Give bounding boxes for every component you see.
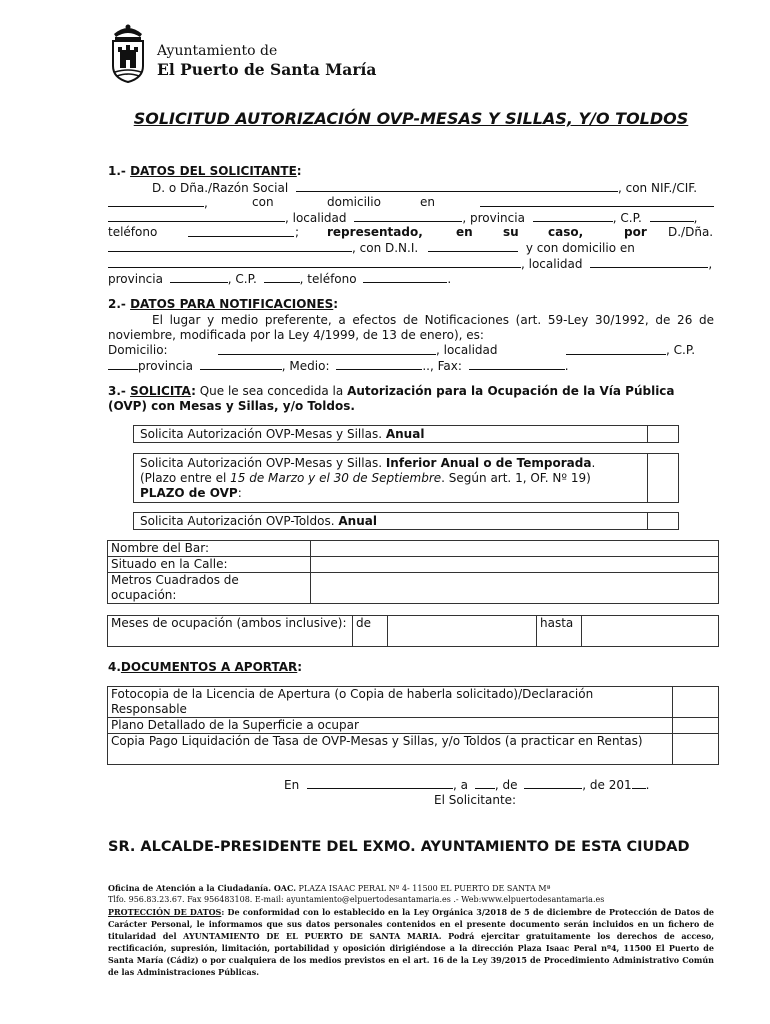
applicant-line-5: , con D.N.I. y con domicilio en bbox=[108, 240, 714, 256]
option-mesas-temporada-checkbox[interactable] bbox=[648, 454, 678, 502]
option-mesas-anual-checkbox[interactable] bbox=[648, 426, 678, 442]
table-row bbox=[108, 734, 719, 765]
applicant-line-6: , localidad , bbox=[108, 256, 714, 272]
table-row bbox=[108, 557, 719, 573]
domicilio-cont-field[interactable] bbox=[108, 210, 285, 222]
applicant-line-4: teléfono ; representado, en su caso, por D./Dña. bbox=[108, 225, 714, 239]
applicant-line-3: , localidad , provincia , C.P. , bbox=[108, 210, 714, 226]
to-input[interactable] bbox=[582, 616, 719, 647]
notif-medio-field[interactable] bbox=[336, 358, 422, 370]
notifications-line-1: Domicilio: , localidad , C.P. bbox=[108, 343, 696, 357]
table-row bbox=[108, 718, 719, 734]
applicant-line-2: , con domicilio en bbox=[108, 195, 714, 211]
month-field[interactable] bbox=[524, 777, 582, 789]
applicant-line-1: D. o Dña./Razón Social , con NIF./CIF. bbox=[152, 181, 698, 195]
option-toldos-anual: Solicita Autorización OVP-Toldos. Anual bbox=[133, 512, 679, 530]
street-label: Situado en la Calle: bbox=[108, 557, 311, 573]
signature-place-date: En , a , de , de 201 . bbox=[284, 778, 650, 792]
notif-provincia-field[interactable] bbox=[200, 358, 282, 370]
notif-localidad-field[interactable] bbox=[566, 343, 666, 355]
representante-field[interactable] bbox=[108, 240, 352, 252]
section-2-heading: 2.- DATOS PARA NOTIFICACIONES: bbox=[108, 297, 339, 311]
doc-tasa-checkbox[interactable] bbox=[673, 734, 719, 765]
solicitante-label: El Solicitante: bbox=[434, 793, 517, 807]
table-row bbox=[108, 541, 719, 557]
from-input[interactable] bbox=[388, 616, 537, 647]
rep-provincia-field[interactable] bbox=[170, 271, 228, 283]
notif-cp-field[interactable] bbox=[108, 358, 138, 370]
bar-info-table bbox=[107, 540, 719, 604]
addressee: SR. ALCALDE-PRESIDENTE DEL EXMO. AYUNTAMIENTO DE ESTA CIUDAD bbox=[108, 839, 690, 855]
notifications-intro: El lugar y medio preferente, a efectos de Notificaciones (art. 59-Ley 30/1992, de 26 de noviembre, modificada por la Ley 4/1999, de 13 de enero), es: bbox=[108, 313, 714, 342]
oac-address: Oficina de Atención a la Ciudadanía. OAC. PLAZA ISAAC PERAL Nº 4- 11500 EL PUERTO DE SANTA Mª bbox=[108, 883, 551, 893]
square-meters-input[interactable] bbox=[311, 573, 719, 604]
domicilio-field[interactable] bbox=[480, 195, 714, 207]
org-name-line2: El Puerto de Santa María bbox=[157, 60, 377, 79]
razon-social-field[interactable] bbox=[296, 180, 618, 192]
option-toldos-anual-checkbox[interactable] bbox=[648, 513, 678, 529]
org-name-line1: Ayuntamiento de bbox=[157, 43, 278, 59]
data-protection-notice: PROTECCIÓN DE DATOS: De conformidad con lo establecido en la Ley Orgánica 3/2018 de 5 de diciembre de Protección de Datos de Carácter Personal, le informamos que sus datos personales contenidos en el presente documento serán incluidos en un fichero de titularidad del AYUNTAMIENTO DE EL PUERTO DE SANTA MARIA. Podrá ejercitar gratuitamente los derechos de acceso, rectificación, supresión, limitación, portabilidad y oposición dirigiéndose a la dirección Plaza Isaac Peral nº4, 11500 El Puerto de Santa María (Cádiz) o por cualquiera de los medios previstos en el art. 16 de la Ley 39/2015 de Procedimiento Administrativo Común de las Administraciones Públicas. bbox=[108, 907, 715, 977]
day-field[interactable] bbox=[475, 777, 495, 789]
option-mesas-anual: Solicita Autorización OVP-Mesas y Sillas. Anual bbox=[133, 425, 679, 443]
bar-name-input[interactable] bbox=[311, 541, 719, 557]
rep-domicilio-field[interactable] bbox=[108, 256, 521, 268]
option-mesas-temporada: Solicita Autorización OVP-Mesas y Sillas. Inferior Anual o de Temporada. (Plazo entre el 15 de Marzo y el 30 de Septiembre. Según art. 1, OF. Nº 19) PLAZO de OVP: bbox=[133, 453, 679, 503]
rep-telefono-field[interactable] bbox=[363, 271, 447, 283]
provincia-field[interactable] bbox=[533, 210, 613, 222]
doc-tasa: Copia Pago Liquidación de Tasa de OVP-Mesas y Sillas, y/o Toldos (a practicar en Rentas) bbox=[108, 734, 673, 765]
nif-field[interactable] bbox=[108, 195, 204, 207]
months-table bbox=[107, 615, 719, 647]
oac-contact: Tlfo. 956.83.23.67. Fax 956483108. E-mail: ayuntamiento@elpuertodesantamaria.es .- Web:www.elpuertodesantamaria.es bbox=[108, 895, 605, 904]
notif-fax-field[interactable] bbox=[469, 358, 565, 370]
street-input[interactable] bbox=[311, 557, 719, 573]
section-1-heading: 1.- DATOS DEL SOLICITANTE: bbox=[108, 164, 302, 178]
section-3-text: 3.- SOLICITA: Que le sea concedida la Autorización para la Ocupación de la Vía Pública (OVP) con Mesas y Sillas, y/o Toldos. bbox=[108, 384, 675, 413]
telefono-field[interactable] bbox=[188, 225, 294, 237]
place-field[interactable] bbox=[307, 777, 453, 789]
year-field[interactable] bbox=[632, 777, 646, 789]
doc-plano: Plano Detallado de la Superficie a ocupar bbox=[108, 718, 673, 734]
documents-table bbox=[107, 686, 719, 765]
bar-name-label: Nombre del Bar: bbox=[108, 541, 311, 557]
cp-field[interactable] bbox=[650, 210, 694, 222]
doc-plano-checkbox[interactable] bbox=[673, 718, 719, 734]
from-label: de bbox=[353, 616, 388, 647]
form-title: SOLICITUD AUTORIZACIÓN OVP-MESAS Y SILLAS, Y/O TOLDOS bbox=[133, 109, 689, 128]
months-label: Meses de ocupación (ambos inclusive): bbox=[108, 616, 353, 647]
to-label: hasta bbox=[537, 616, 582, 647]
square-meters-label: Metros Cuadrados de ocupación: bbox=[108, 573, 311, 604]
table-row bbox=[108, 573, 719, 604]
notif-domicilio-field[interactable] bbox=[218, 343, 436, 355]
notifications-line-2: provincia , Medio: .., Fax: . bbox=[108, 358, 714, 374]
applicant-line-7: provincia , C.P. , teléfono . bbox=[108, 272, 452, 286]
section-4-heading: 4.DOCUMENTOS A APORTAR: bbox=[108, 660, 303, 674]
rep-cp-field[interactable] bbox=[264, 271, 300, 283]
table-row bbox=[108, 687, 719, 718]
coat-of-arms-icon bbox=[106, 22, 150, 84]
dni-field[interactable] bbox=[428, 240, 518, 252]
rep-localidad-field[interactable] bbox=[590, 256, 708, 268]
table-row bbox=[108, 616, 719, 647]
doc-licencia-checkbox[interactable] bbox=[673, 687, 719, 718]
doc-licencia: Fotocopia de la Licencia de Apertura (o Copia de haberla solicitado)/Declaración Responsable bbox=[108, 687, 673, 718]
localidad-field[interactable] bbox=[354, 210, 462, 222]
